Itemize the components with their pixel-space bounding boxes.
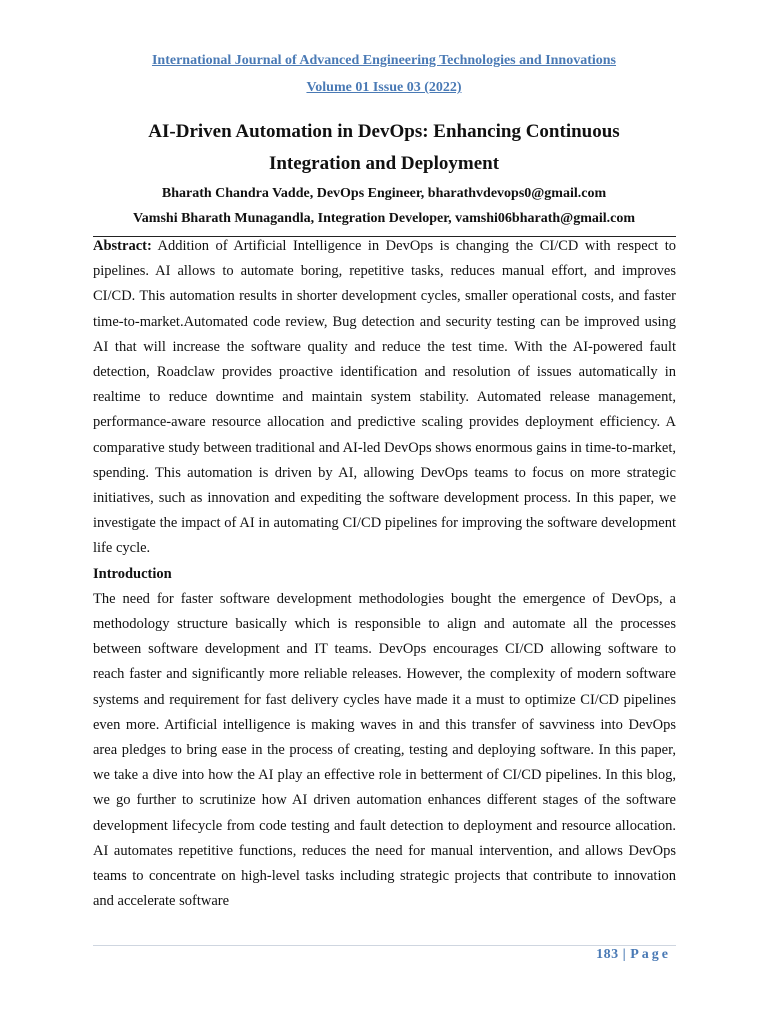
paper-body bbox=[93, 234, 676, 914]
paper-title-line-1: AI-Driven Automation in DevOps: Enhancing Continuous bbox=[148, 121, 620, 142]
journal-volume: Volume 01 Issue 03 (2022) bbox=[306, 80, 462, 95]
paper-title bbox=[0, 116, 768, 180]
page-number: 183 bbox=[596, 947, 619, 962]
footer-separator: | bbox=[622, 947, 627, 962]
paper-title-line-2: Integration and Deployment bbox=[268, 153, 500, 174]
page-footer bbox=[596, 947, 671, 963]
journal-name: International Journal of Advanced Engineering Technologies and Innovations bbox=[151, 53, 617, 68]
author-1: Bharath Chandra Vadde, DevOps Engineer, bharathvdevops0@gmail.com bbox=[161, 186, 607, 201]
abstract-paragraph bbox=[93, 234, 676, 562]
footer-rule bbox=[93, 945, 676, 946]
introduction-paragraph: The need for faster software development methodologies bought the emergence of DevOps, a methodology structure basically which is responsible to align and automate all the processes between software development and IT teams. DevOps encourages CI/CD allowing software to reach faster and significantly more reliable releases. However, the complexity of modern software systems and requirement for fast delivery cycles have made it a must to optimize CI/CD pipelines even more. Artificial intelligence is making waves in and this transfer of savviness into DevOps area pledges to bring ease in the process of creating, testing and deploying software. In this paper, we take a dive into how the AI play an effective role in betterment of CI/CD pipelines. In this blog, we go further to scrutinize how AI driven automation enhances different stages of the software development lifecycle from code testing and fault detection to deployment and resource allocation. AI automates repetitive functions, reduces the need for manual intervention, and allows DevOps teams to concentrate on high-level tasks including strategic projects that contribute to innovation and accelerate software bbox=[93, 590, 676, 910]
footer-page-label: Page bbox=[630, 947, 671, 962]
introduction-heading: Introduction bbox=[93, 565, 172, 582]
abstract-label: Abstract: bbox=[93, 238, 152, 254]
abstract-text: Addition of Artificial Intelligence in DevOps is changing the CI/CD with respect to pipelines. AI allows to automate boring, repetitive tasks, reduces manual effort, and improves CI/CD. This automation results in shorter development cycles, smaller operational costs, and faster time-to-market.Automated code review, Bug detection and security testing can be improved using AI that will increase the software quality and reduce the test time. With the AI-powered fault detection, Roadclaw provides proactive identification and resolution of issues automatically in realtime to reduce downtime and maintain system stability. Automated release management, performance-aware resource allocation and predictive scaling provides deployment efficiency. A comparative study between traditional and AI-led DevOps shows enormous gains in time-to-market, spending. This automation is driven by AI, allowing DevOps teams to focus on more strategic initiatives, such as innovation and expediting the software development process. In this paper, we investigate the impact of AI in automating CI/CD pipelines for improving the software development life cycle. bbox=[93, 238, 676, 557]
author-2: Vamshi Bharath Munagandla, Integration Developer, vamshi06bharath@gmail.com bbox=[132, 211, 636, 226]
